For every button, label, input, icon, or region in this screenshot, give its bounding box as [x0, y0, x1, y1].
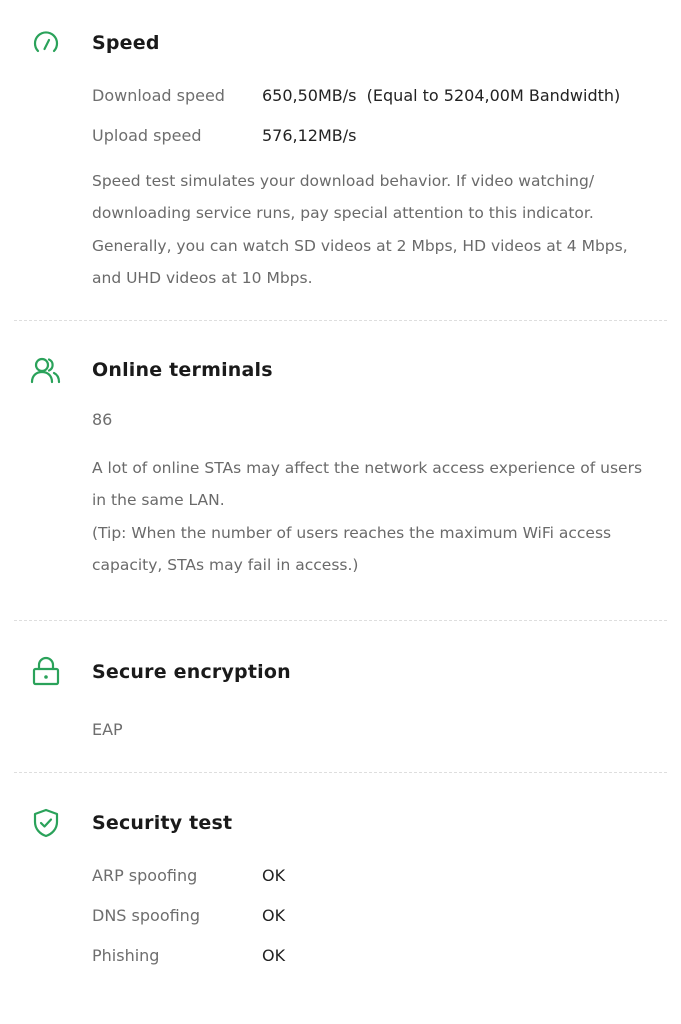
upload-speed-row — [92, 115, 657, 155]
terminals-description: A lot of online STAs may affect the network access experience of users in the same LAN. — [92, 459, 643, 510]
security-section — [0, 803, 681, 975]
terminals-count: 86 — [92, 410, 113, 429]
lock-icon — [30, 656, 62, 688]
shield-check-icon — [30, 807, 62, 839]
encryption-title: Secure encryption — [92, 661, 291, 683]
upload-speed-label: Upload speed — [92, 125, 202, 145]
dns-spoofing-value: OK — [262, 905, 286, 925]
divider — [14, 772, 667, 773]
arp-spoofing-value: OK — [262, 865, 286, 885]
arp-spoofing-label: ARP spoofing — [92, 865, 198, 885]
phishing-value: OK — [262, 945, 286, 965]
dns-spoofing-label: DNS spoofing — [92, 905, 200, 925]
download-speed-row — [92, 75, 657, 115]
security-row-phishing — [92, 935, 657, 975]
download-speed-label: Download speed — [92, 85, 225, 105]
security-title: Security test — [92, 812, 233, 834]
download-speed-value: 650,50MB/s (Equal to 5204,00M Bandwidth) — [262, 85, 621, 105]
users-icon — [30, 354, 62, 386]
terminals-section — [0, 350, 681, 581]
terminals-tip: (Tip: When the number of users reaches the maximum WiFi access capacity, STAs may fail in access.) — [92, 523, 612, 574]
terminals-title: Online terminals — [92, 359, 273, 381]
encryption-section — [0, 652, 681, 740]
speed-title: Speed — [92, 32, 160, 54]
divider — [14, 620, 667, 621]
security-row-dns — [92, 895, 657, 935]
divider — [14, 320, 667, 321]
encryption-value: EAP — [92, 720, 123, 739]
speed-description: Speed test simulates your download behavior. If video watching/ downloading service runs, pay special attention to this indicator. Generally, you can watch SD videos at 2 Mbps, HD videos at 4 Mbps, and UHD videos at 10 Mbps. — [92, 172, 628, 287]
phishing-label: Phishing — [92, 945, 160, 965]
speed-section — [0, 23, 681, 294]
upload-speed-value: 576,12MB/s — [262, 125, 357, 145]
security-row-arp — [92, 855, 657, 895]
speedometer-icon — [30, 27, 62, 59]
